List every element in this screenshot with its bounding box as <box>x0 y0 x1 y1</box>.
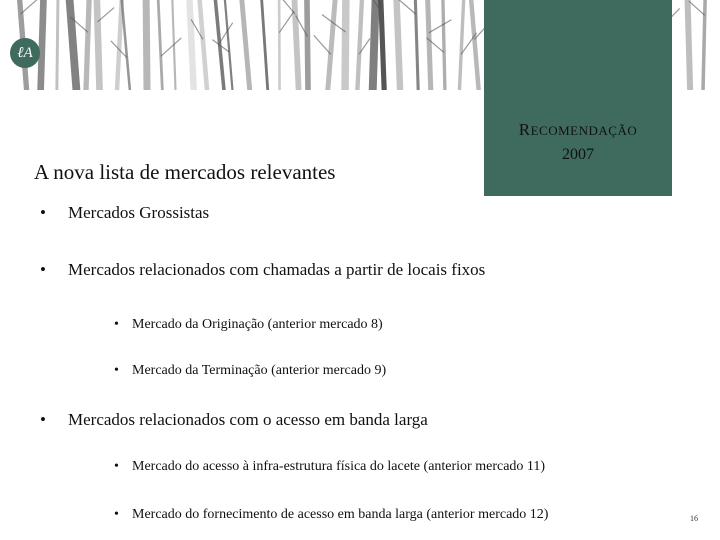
tree-trunk <box>469 0 481 90</box>
tree-trunk <box>260 0 269 90</box>
tree-trunk <box>224 0 234 90</box>
tree-trunk <box>37 0 47 90</box>
recommendation-title-rest: ECOMENDAÇÃO <box>530 123 638 138</box>
tree-branch <box>279 11 294 32</box>
bullet-dot: • <box>40 260 46 279</box>
page-number: 16 <box>690 514 698 523</box>
bullet-dot: • <box>40 410 46 429</box>
tree-trunk <box>239 0 252 90</box>
tree-trunk <box>378 0 386 90</box>
bullet-text: Mercados relacionados com chamadas a partir de locais fixos <box>68 260 486 279</box>
tree-trunk <box>186 0 197 90</box>
tree-branch <box>399 0 416 14</box>
tree-trunk <box>458 0 466 90</box>
tree-branch <box>689 1 705 15</box>
bullet-text: Mercado do acesso à infra-estrutura física do lacete (anterior mercado 11) <box>132 459 546 474</box>
tree-trunk <box>685 0 694 90</box>
tree-trunk <box>94 0 103 90</box>
company-logo: ℓA <box>10 38 40 68</box>
bullet-dot: • <box>114 363 119 378</box>
tree-trunk <box>341 0 349 90</box>
tree-trunk <box>425 0 433 90</box>
bullet-dot: • <box>114 317 119 332</box>
tree-branch <box>429 20 452 33</box>
tree-trunk <box>355 0 364 90</box>
tree-trunk <box>197 0 209 90</box>
recommendation-title <box>484 118 672 143</box>
recommendation-year: 2007 <box>562 146 594 163</box>
tree-trunk <box>171 0 176 90</box>
tree-trunk <box>325 0 337 90</box>
bullet-dot: • <box>114 507 119 522</box>
slide-title: A nova lista de mercados relevantes <box>34 160 336 184</box>
tree-trunk <box>441 0 446 90</box>
bullet-text: Mercado da Originação (anterior mercado 8) <box>132 317 383 332</box>
tree-trunk <box>66 0 81 90</box>
tree-branch <box>314 35 331 54</box>
tree-trunk <box>143 0 151 90</box>
bullet-text: Mercado da Terminação (anterior mercado 9) <box>132 363 387 378</box>
tree-trunk <box>55 0 59 90</box>
tree-trunk <box>304 0 311 90</box>
bullet-text: Mercado do fornecimento de acesso em banda larga (anterior mercado 12) <box>132 507 549 522</box>
tree-branch <box>161 38 181 56</box>
recommendation-title-initial: R <box>518 120 531 139</box>
tree-trunk <box>120 0 131 90</box>
tree-trunk <box>83 0 91 90</box>
tree-trunk <box>369 0 380 90</box>
bullet-text: Mercados relacionados com o acesso em banda larga <box>68 410 428 429</box>
tree-branch <box>21 0 39 14</box>
tree-trunk <box>278 0 281 90</box>
tree-trunk <box>393 0 403 90</box>
tree-trunk <box>292 0 302 90</box>
tree-trunk <box>157 0 164 90</box>
recommendation-label <box>484 118 672 167</box>
bullet-dot: • <box>40 203 46 222</box>
bullet-text: Mercados Grossistas <box>68 203 210 222</box>
bullet-dot: • <box>114 459 119 474</box>
